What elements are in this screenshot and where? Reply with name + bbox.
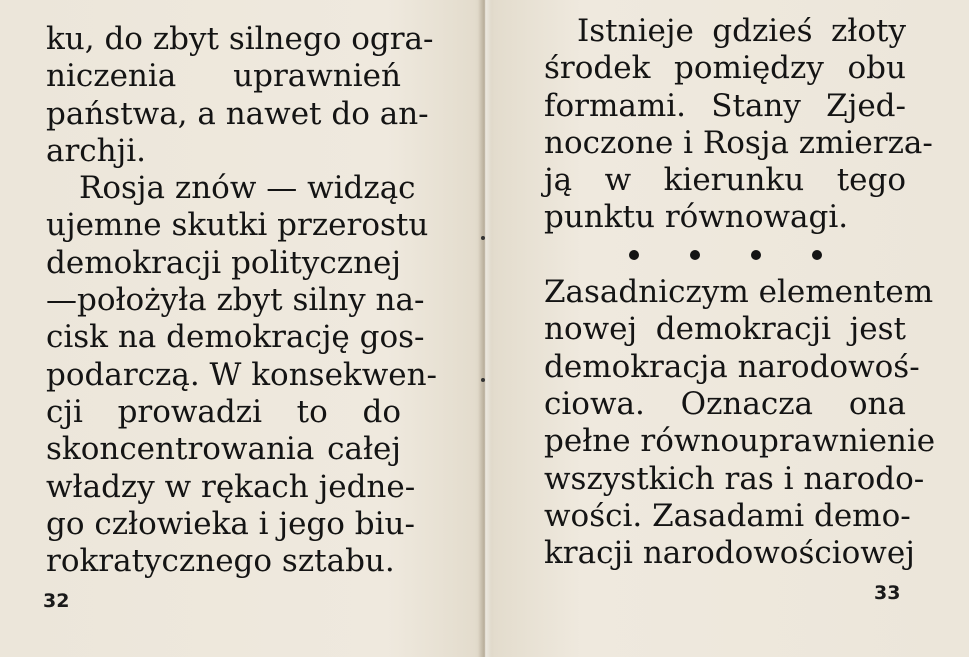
text-line: cji prowadzi to do — [46, 393, 401, 430]
left-page — [0, 0, 484, 657]
bullet-dot-icon — [690, 250, 700, 260]
text-line: państwa, a nawet do an- — [46, 95, 429, 132]
text-line: pełne równouprawnienie — [544, 423, 936, 460]
left-page-text — [46, 21, 438, 580]
text-line: rokratycznego sztabu. — [46, 543, 395, 580]
text-line: ujemne skutki przerostu — [46, 207, 429, 244]
text-line: cisk na demokrację gos- — [46, 319, 425, 356]
section-separator — [629, 237, 822, 274]
text-line: noczone i Rosja zmierza- — [544, 124, 933, 161]
staple-icon — [481, 378, 485, 382]
right-page — [486, 0, 969, 657]
bullet-dot-icon — [629, 250, 639, 260]
text-line: demokracja narodowoś- — [544, 348, 920, 385]
page-number-left: 32 — [43, 590, 70, 612]
text-line: ciowa. Oznacza ona — [544, 385, 906, 422]
text-line: demokracji politycznej — [46, 244, 402, 281]
text-line: władzy w rękach jedne- — [46, 468, 416, 505]
bullet-dot-icon — [812, 250, 822, 260]
text-line: ku, do zbyt silnego ogra- — [46, 21, 434, 57]
text-line: środek pomiędzy obu — [544, 50, 906, 87]
bullet-dot-icon — [751, 250, 761, 260]
text-line: Rosja znów — widząc — [79, 170, 416, 207]
text-line: niczenia uprawnień — [46, 58, 401, 95]
text-line: Istnieje gdzieś złoty — [577, 13, 906, 49]
text-line: nowej demokracji jest — [544, 311, 906, 348]
page-number-right: 33 — [874, 582, 901, 604]
text-line: formami. Stany Zjed- — [544, 87, 906, 124]
text-line: —położyła zbyt silny na- — [46, 282, 425, 319]
text-line: archji. — [46, 132, 147, 169]
text-line: Zasadniczym elementem — [544, 274, 934, 311]
text-line: go człowieka i jego biu- — [46, 505, 415, 542]
text-line: wości. Zasadami demo- — [544, 497, 911, 534]
right-page-text — [544, 13, 936, 572]
text-line: punktu równowagi. — [544, 199, 849, 236]
text-line: wszystkich ras i narodo- — [544, 460, 925, 497]
text-line: podarczą. W konsekwen- — [46, 356, 438, 393]
text-line: kracji narodowościowej — [544, 535, 915, 572]
text-line: ją w kierunku tego — [544, 162, 906, 199]
staple-icon — [481, 236, 485, 240]
text-line: skoncentrowania całej — [46, 431, 401, 468]
